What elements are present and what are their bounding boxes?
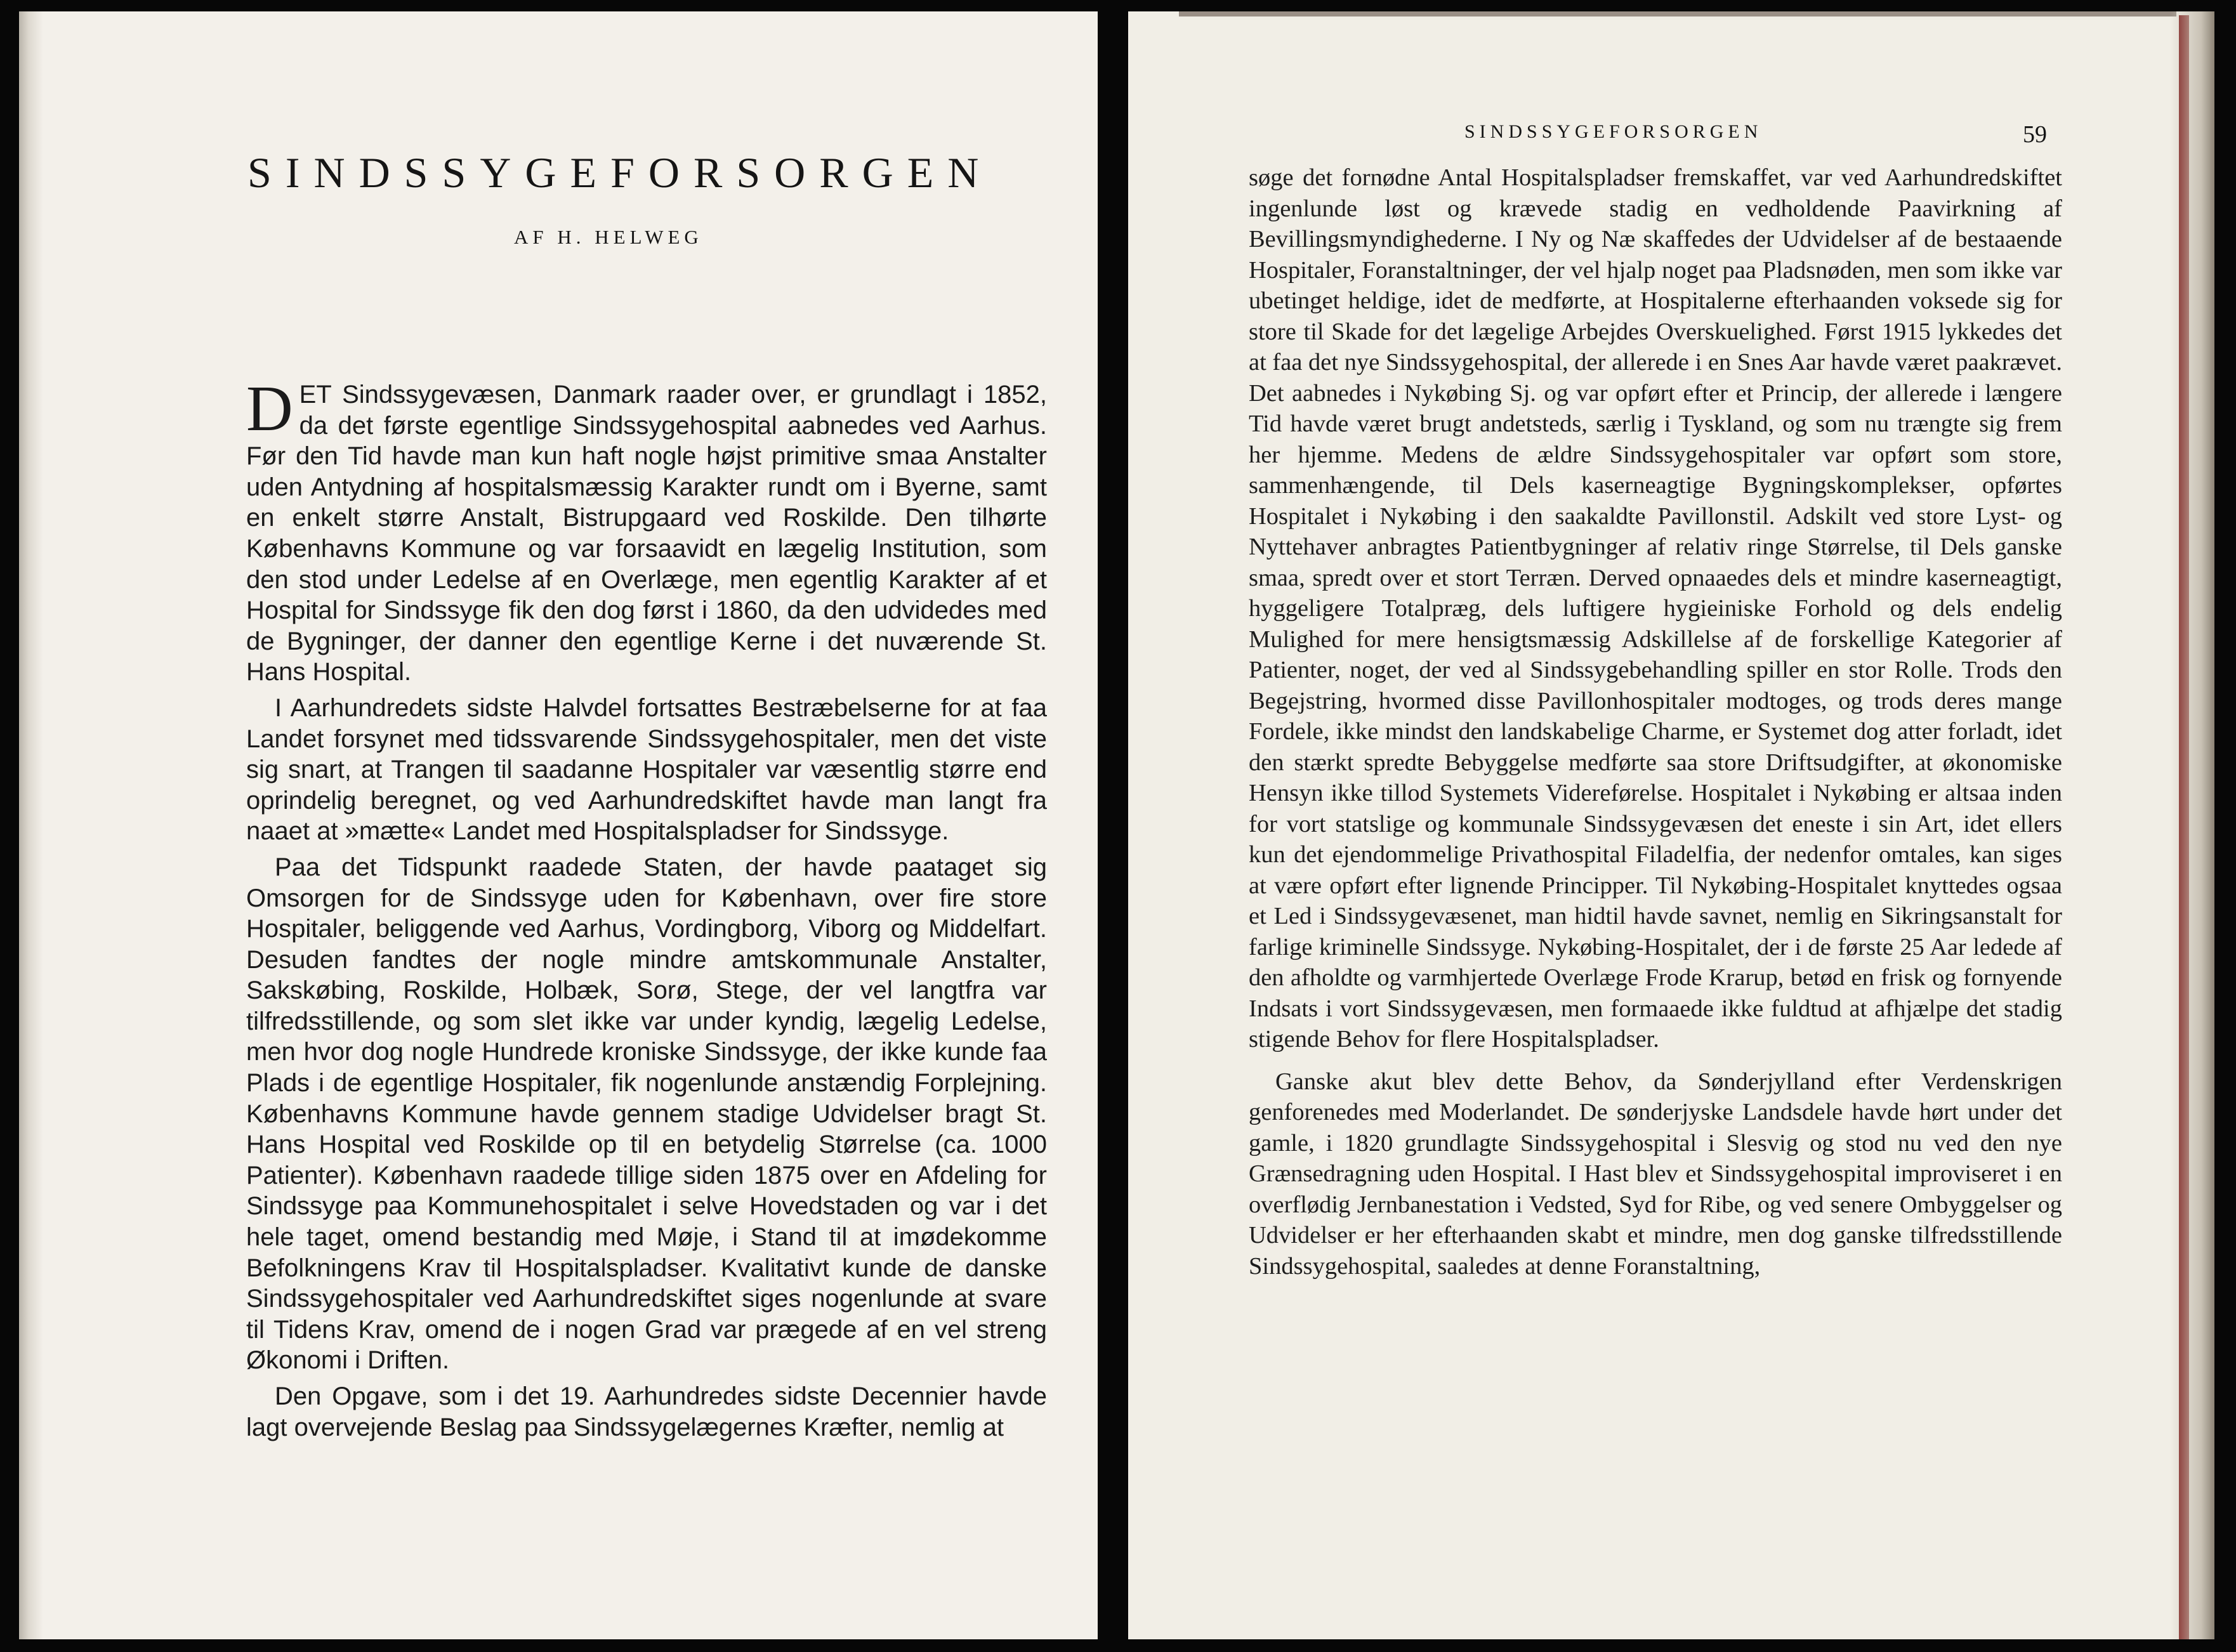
binding-edge xyxy=(2179,15,2189,1639)
paragraph: I Aarhundredets sidste Halvdel fortsattes Bestræbelserne for at faa Landet forsynet med tidssvarende Sindssygehospitaler, men det viste sig snart, at Trangen til saadanne Hospitaler var væsentlig større end oprindelig beregnet, og ved Aarhundredskiftet havde man langt fra naaet at »mætte« Landet med Hospitalspladser for Sindssyge. xyxy=(246,693,1047,846)
left-body-text xyxy=(246,373,1047,1443)
left-page xyxy=(19,11,1098,1639)
paragraph-text: ET Sindssygevæsen, Danmark raader over, er grundlagt i 1852, da det første egentlige Sindssygehospital aabnedes ved Aarhus. Før den Tid havde man kun haft nogle højst primitive smaa Anstalter uden Antydning af hospitalsmæssig Karakter rundt om i Byerne, samt en enkelt større Anstalt, Bistrupgaard ved Roskilde. Den tilhørte Københavns Kommune og var forsaavidt en lægelig Institution, som den stod under Ledelse af en Overlæge, men egentlig Karakter af et Hospital for Sindssyge fik den dog først i 1860, da den udvidedes med de Bygninger, der danner den egentlige Kerne i det nuværende St. Hans Hospital. xyxy=(246,381,1047,686)
page-top-edge xyxy=(1179,11,2176,16)
article-author: AF H. HELWEG xyxy=(514,226,703,248)
right-page xyxy=(1128,11,2214,1639)
paragraph: Paa det Tidspunkt raadede Staten, der havde paataget sig Omsorgen for de Sindssyge uden for København, over fire store Hospitaler, beliggende ved Aarhus, Vordingborg, Viborg og Middelfart. Desuden fandtes der nogle mindre amtskommunale Anstalter, Sakskøbing, Roskilde, Holbæk, Sorø, Stege, der vel langtfra var tilfredsstillende, og som slet ikke var under kyndig, lægelig Ledelse, men hvor dog nogle Hundrede kroniske Sindssyge, der ikke kunde faa Plads i de egentlige Hospitaler, fik nogenlunde anstændig Forplejning. Københavns Kommune havde gennem stadige Udvidelser bragt St. Hans Hospital ved Roskilde op til en betydelig Størrelse (ca. 1000 Patienter). København raadede tillige siden 1875 over en Afdeling for Sindssyge paa Kommunehospitalet i selve Hovedstaden og var i det hele taget, omend bestandig med Møje, i Stand til at imødekomme Befolkningens Krav til Hospitalspladser. Kvalitativt kunde de danske Sindssygehospitaler ved Aarhundredskiftet siges nogenlunde at svare til Tidens Krav, omend de i nogen Grad var prægede af en vel streng Økonomi i Driften. xyxy=(246,853,1047,1375)
paragraph: Ganske akut blev dette Behov, da Sønderjylland efter Verdenskrigen genforenedes med Moderlandet. De sønderjyske Landsdele havde hørt under det gamle, i 1820 grundlagte Sindssygehospital i Slesvig og stod nu ved den nye Grænsedragning uden Hospital. I Hast blev et Sindssygehospital improviseret i en overflødig Jernbanestation i Vedsted, Syd for Ribe, og ved senere Ombyggelser og Udvidelser er her efterhaanden skabt et mindre, men dog ganske tilfredsstillende Sindssygehospital, saaledes at denne Foranstaltning, xyxy=(1249,1068,2062,1280)
running-head: SINDSSYGEFORSORGEN xyxy=(1464,121,1763,142)
paragraph: søge det fornødne Antal Hospitalspladser fremskaffet, var ved Aarhundredskiftet ingenlunde løst og krævede stadig en vedholdende Paavirkning af Bevillingsmyndighederne. I Ny og Næ skaffedes der Udvidelser af de bestaaende Hospitaler, Foranstaltninger, der vel hjalp noget paa Pladsnøden, men som ikke var ubetinget heldige, idet de medførte, at Hospitalerne efterhaanden voksede sig for store til Skade for det lægelige Arbejdes Overskuelighed. Først 1915 lykkedes det at faa det nye Sindssygehospital, der allerede i en Snes Aar havde været paakrævet. Det aabnedes i Nykøbing Sj. og var opført efter et Princip, der allerede i længere Tid havde været brugt andetsteds, særlig i Tyskland, og som nu trængte sig frem her hjemme. Medens de ældre Sindssygehospitaler var opført som store, sammenhængende, til Dels kaserneagtige Bygningskomplekser, opførtes Hospitalet i Nykøbing i den saakaldte Pavillonstil. Adskilt ved store Lyst- og Nyttehaver anbragtes Patientbygninger af relativ ringe Størrelse, til Dels ganske smaa, spredt over et stort Terræn. Derved opnaaedes dels et mindre kaserneagtigt, hyggeligere Totalpræg, dels luftigere hygieiniske Forhold og dels endelig Mulighed for mere hensigtsmæssig Adskillelse af de forskellige Kategorier af Patienter, noget, der ved al Sindssygebehandling spiller en stor Rolle. Trods den Begejstring, hvormed disse Pavillonhospitaler modtoges, og trods deres mange Fordele, ikke mindst den landskabelige Charme, er Systemet dog atter forladt, idet den stærkt spredte Bebyggelse medførte saa store Driftsudgifter, at økonomiske Hensyn ikke tillod Systemets Videreførelse. Hospitalet i Nykøbing er altsaa inden for vort statslige og kommunale Sindssygevæsen det eneste i sin Art, idet ellers kun det ejendommelige Privathospital Filadelfia, der nedenfor omtales, kan siges at være opført efter lignende Principper. Til Nykøbing-Hospitalet knyttedes ogsaa et Led i Sindssygevæsenet, man hidtil havde savnet, nemlig en Sikringsanstalt for farlige kriminelle Sindssyge. Nykøbing-Hospitalet, der i de første 25 Aar ledede af den afholdte og varmhjertede Overlæge Frode Krarup, betød en frisk og fornyende Indsats i vort Sindssygevæsen, men formaaede ikke fuldtud at afhjælpe det stadig stigende Behov for flere Hospitalspladser. xyxy=(1249,164,2062,1052)
page-number: 59 xyxy=(2023,121,2047,148)
drop-cap: D xyxy=(246,373,293,445)
paragraph: Den Opgave, som i det 19. Aarhundredes sidste Decennier havde lagt overvejende Beslag paa Sindssygelægernes Kræfter, nemlig at xyxy=(246,1382,1047,1441)
paragraph xyxy=(246,373,1047,688)
article-title: SINDSSYGEFORSORGEN xyxy=(247,148,993,197)
right-body-text xyxy=(1249,162,2062,1282)
